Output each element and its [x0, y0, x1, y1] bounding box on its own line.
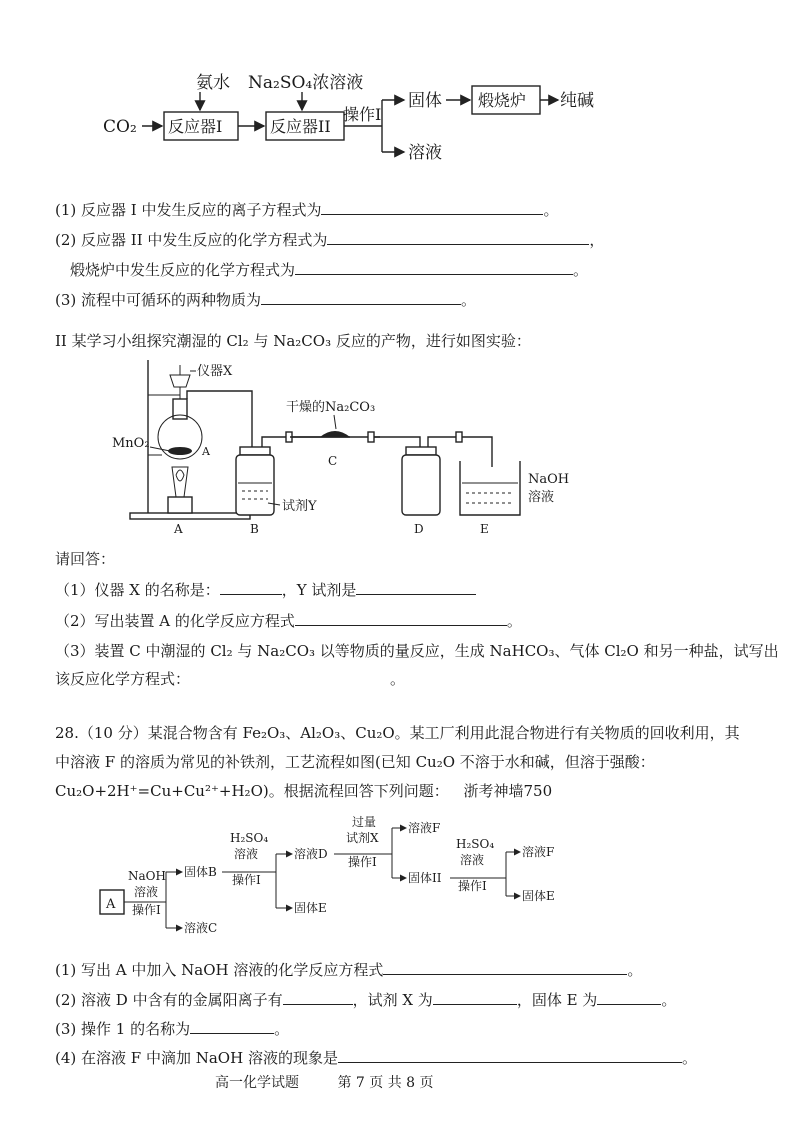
solid-b: 固体B — [184, 865, 217, 879]
mno2-solid — [168, 447, 192, 455]
sol-f-2: 溶液F — [522, 845, 555, 859]
q28-line2: 中溶液 F 的溶质为常见的补铁剂，工艺流程如图(已知 Cu₂O 不溶于水和碱，但溶于强酸： — [55, 753, 655, 771]
h2so4-a-sol: 溶液 — [234, 847, 259, 861]
bottom-label-b: B — [250, 522, 259, 536]
reagent-y-label: 试剂Y — [282, 499, 317, 514]
q28-q3-row: (3) 操作 1 的名称为 。 — [55, 1017, 289, 1039]
mno2-label: MnO₂ — [112, 436, 150, 451]
q2a-row: (2) 反应器 II 中发生反应的化学方程式为 ， — [55, 228, 604, 250]
dry-na2co3-label: 干燥的Na₂CO₃ — [286, 400, 376, 415]
bottom-label-d: D — [414, 522, 424, 536]
q28-q4-answer-blank[interactable] — [338, 1046, 682, 1063]
q3-row: (3) 流程中可循环的两种物质为 。 — [55, 288, 476, 310]
solid-e-2: 固体E — [522, 889, 555, 903]
footer-title: 高一化学试题 — [215, 1075, 299, 1091]
q28-q1-answer-blank[interactable] — [383, 958, 627, 975]
h2so4-b: H₂SO₄ — [456, 837, 495, 851]
q28-reagent-x-answer-blank[interactable] — [433, 988, 517, 1005]
footer — [215, 1072, 434, 1092]
furnace-label: 煅烧炉 — [478, 91, 527, 110]
soda-process-flowchart — [0, 0, 800, 180]
bottom-label-a: A — [174, 522, 183, 536]
flask-a-label: A — [202, 445, 210, 458]
naoh-label-2: 溶液 — [528, 490, 555, 505]
soda-label: 纯碱 — [560, 91, 594, 111]
sol-d: 溶液D — [294, 847, 328, 861]
q28-q2-row: (2) 溶液 D 中含有的金属阳离子有 ，试剂 X 为 ，固体 E 为 。 — [55, 988, 676, 1010]
na2co3-heap — [320, 431, 350, 437]
instrument-x-label: 仪器X — [197, 364, 233, 379]
q28-line3: Cu₂O+2H⁺=Cu+Cu²⁺+H₂O)。根据流程回答下列问题： 浙考神墙750 — [55, 782, 553, 800]
q28-solid-e-answer-blank[interactable] — [597, 988, 661, 1005]
q1-row: (1) 反应器 I 中发生反应的离子方程式为 。 — [55, 198, 559, 220]
sol-c: 溶液C — [184, 921, 218, 935]
lab-apparatus-diagram — [90, 355, 570, 540]
naoh-reagent: NaOH — [128, 869, 166, 883]
sol-f-1: 溶液F — [408, 821, 441, 835]
na2so4-label: Na₂SO₄浓溶液 — [248, 73, 364, 93]
solid-e-1: 固体E — [294, 901, 327, 915]
solution-label: 溶液 — [408, 143, 442, 163]
q2b-row: 煅烧炉中发生反应的化学方程式为 。 — [70, 258, 588, 280]
p2-q2-row: （2）写出装置 A 的化学反应方程式 。 — [55, 609, 522, 631]
q2a-answer-blank[interactable] — [327, 228, 589, 245]
op1-d: 操作I — [458, 879, 487, 893]
op1-c: 操作I — [348, 855, 377, 869]
reactor2-label: 反应器II — [270, 117, 331, 136]
h2so4-b-sol: 溶液 — [460, 853, 485, 867]
watermark: 浙考神墙750 — [463, 782, 553, 800]
op1-label: 操作I — [343, 105, 382, 124]
naoh-sol: 溶液 — [134, 885, 159, 899]
please-answer: 请回答： — [55, 550, 116, 568]
solid-label: 固体 — [408, 91, 442, 111]
q28-cations-answer-blank[interactable] — [283, 988, 353, 1005]
reactor1-label: 反应器I — [168, 117, 223, 136]
a-box-label: A — [106, 897, 116, 912]
tube-c-label: C — [328, 454, 338, 468]
op1-a: 操作I — [132, 903, 161, 917]
naoh-label-1: NaOH — [528, 472, 570, 487]
q2b-answer-blank[interactable] — [295, 258, 573, 275]
excess: 过量 — [352, 815, 377, 829]
p2-q3-line1: （3）装置 C 中潮湿的 Cl₂ 与 Na₂CO₃ 以等物质的量反应，生成 NaHCO₃、气体 Cl₂O 和另一种盐，试写出 — [55, 642, 779, 660]
co2-label: CO₂ — [103, 117, 137, 137]
q28-q4-row: (4) 在溶液 F 中滴加 NaOH 溶液的现象是 。 — [55, 1046, 697, 1068]
p2-q1-row: （1）仪器 X 的名称是： ，Y 试剂是 — [55, 578, 476, 600]
q28-line1: 28.（10 分）某混合物含有 Fe₂O₃、Al₂O₃、Cu₂O。某工厂利用此混合物进行有关物质的回收利用，其 — [55, 724, 740, 742]
p2-q3-row: 该反应化学方程式： 。 — [55, 670, 406, 688]
reagent-y-answer-blank[interactable] — [356, 578, 476, 595]
op1-b: 操作I — [232, 873, 261, 887]
instrument-x-answer-blank[interactable] — [220, 578, 282, 595]
solid-ii: 固体II — [408, 871, 442, 885]
apparatus-a-answer-blank[interactable] — [295, 609, 507, 626]
q3-answer-blank[interactable] — [261, 288, 461, 305]
ammonia-label: 氨水 — [196, 73, 230, 93]
q1-answer-blank[interactable] — [321, 198, 543, 215]
apparatus-c-answer-blank[interactable] — [190, 668, 390, 684]
reagent-x: 试剂X — [346, 831, 379, 845]
recovery-process-flowchart — [90, 812, 590, 942]
footer-page: 第 7 页 共 8 页 — [337, 1075, 434, 1091]
h2so4-a: H₂SO₄ — [230, 831, 269, 845]
part2-intro: II 某学习小组探究潮湿的 Cl₂ 与 Na₂CO₃ 反应的产物，进行如图实验： — [55, 332, 531, 350]
q28-op1-answer-blank[interactable] — [190, 1017, 274, 1034]
q28-q1-row: (1) 写出 A 中加入 NaOH 溶液的化学反应方程式 。 — [55, 958, 642, 980]
bottom-label-e: E — [480, 522, 489, 536]
